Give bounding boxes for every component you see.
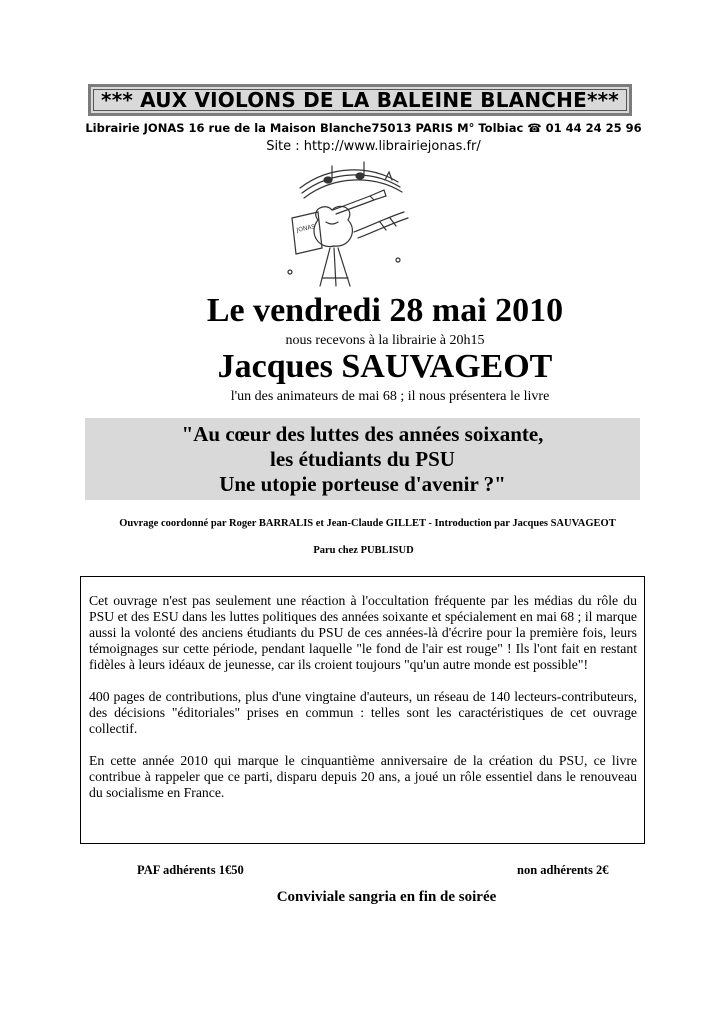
event-date: Le vendredi 28 mai 2010 (206, 292, 564, 329)
book-title-line: Une utopie porteuse d'avenir ?" (219, 471, 506, 496)
website-link[interactable]: Site : http://www.librairiejonas.fr/ (266, 139, 481, 154)
book-title-line: "Au cœur des luttes des années soixante, (181, 421, 544, 446)
violin-whale-sketch-icon (270, 160, 420, 290)
reception-time: nous recevons à la librairie à 20h15 (285, 333, 485, 348)
book-credits: Ouvrage coordonné par Roger BARRALIS et Jean-Claude GILLET - Introduction par Jacques SAUVAGEOT (119, 518, 616, 529)
price-members: PAF adhérents 1€50 (137, 863, 244, 877)
description-paragraph: En cette année 2010 qui marque le cinquantième anniversaire de la création du PSU, ce livre contribue à rappeler que ce parti, disparu depuis 20 ans, a joué un rôle essentiel dans le renouveau du socialisme en France. (89, 753, 637, 800)
header-banner (88, 84, 632, 116)
guest-intro: l'un des animateurs de mai 68 ; il nous présentera le livre (230, 389, 550, 404)
description-box (80, 576, 645, 844)
description-paragraph: 400 pages de contributions, plus d'une vingtaine d'auteurs, un réseau de 140 lecteurs-contributeurs, des décisions "éditoriales" prises en commun : telles sont les caractéristiques de cet ouvrage collectif. (89, 689, 637, 736)
banner-title: *** AUX VIOLONS DE LA BALEINE BLANCHE*** (101, 88, 619, 112)
bookshop-address: Librairie JONAS 16 rue de la Maison Blanche75013 PARIS M° Tolbiac ☎ 01 44 24 25 96 (85, 121, 642, 135)
description-paragraph: Cet ouvrage n'est pas seulement une réaction à l'occultation fréquente par les médias du rôle du PSU et des ESU dans les luttes politiques des années soixante et spécialement en mai 68 ; il marque aussi la volonté des anciens étudiants du PSU de ces années-là d'écrire pour la première fois, leurs témoignages sur cette période, pendant laquelle "le fond de l'air est rouge" ! Ils l'ont fait en restant fidèles à leurs idéaux de jeunesse, car ils croient toujours "qu'un autre monde est possible"! (89, 593, 637, 672)
book-title-line: les étudiants du PSU (270, 446, 455, 471)
price-non-members: non adhérents 2€ (517, 863, 609, 877)
logo-text: JONAS (295, 223, 316, 234)
book-publisher: Paru chez PUBLISUD (313, 545, 414, 556)
book-title-box (85, 418, 640, 500)
sangria-note: Conviviale sangria en fin de soirée (276, 889, 497, 905)
guest-name: Jacques SAUVAGEOT (217, 348, 553, 385)
